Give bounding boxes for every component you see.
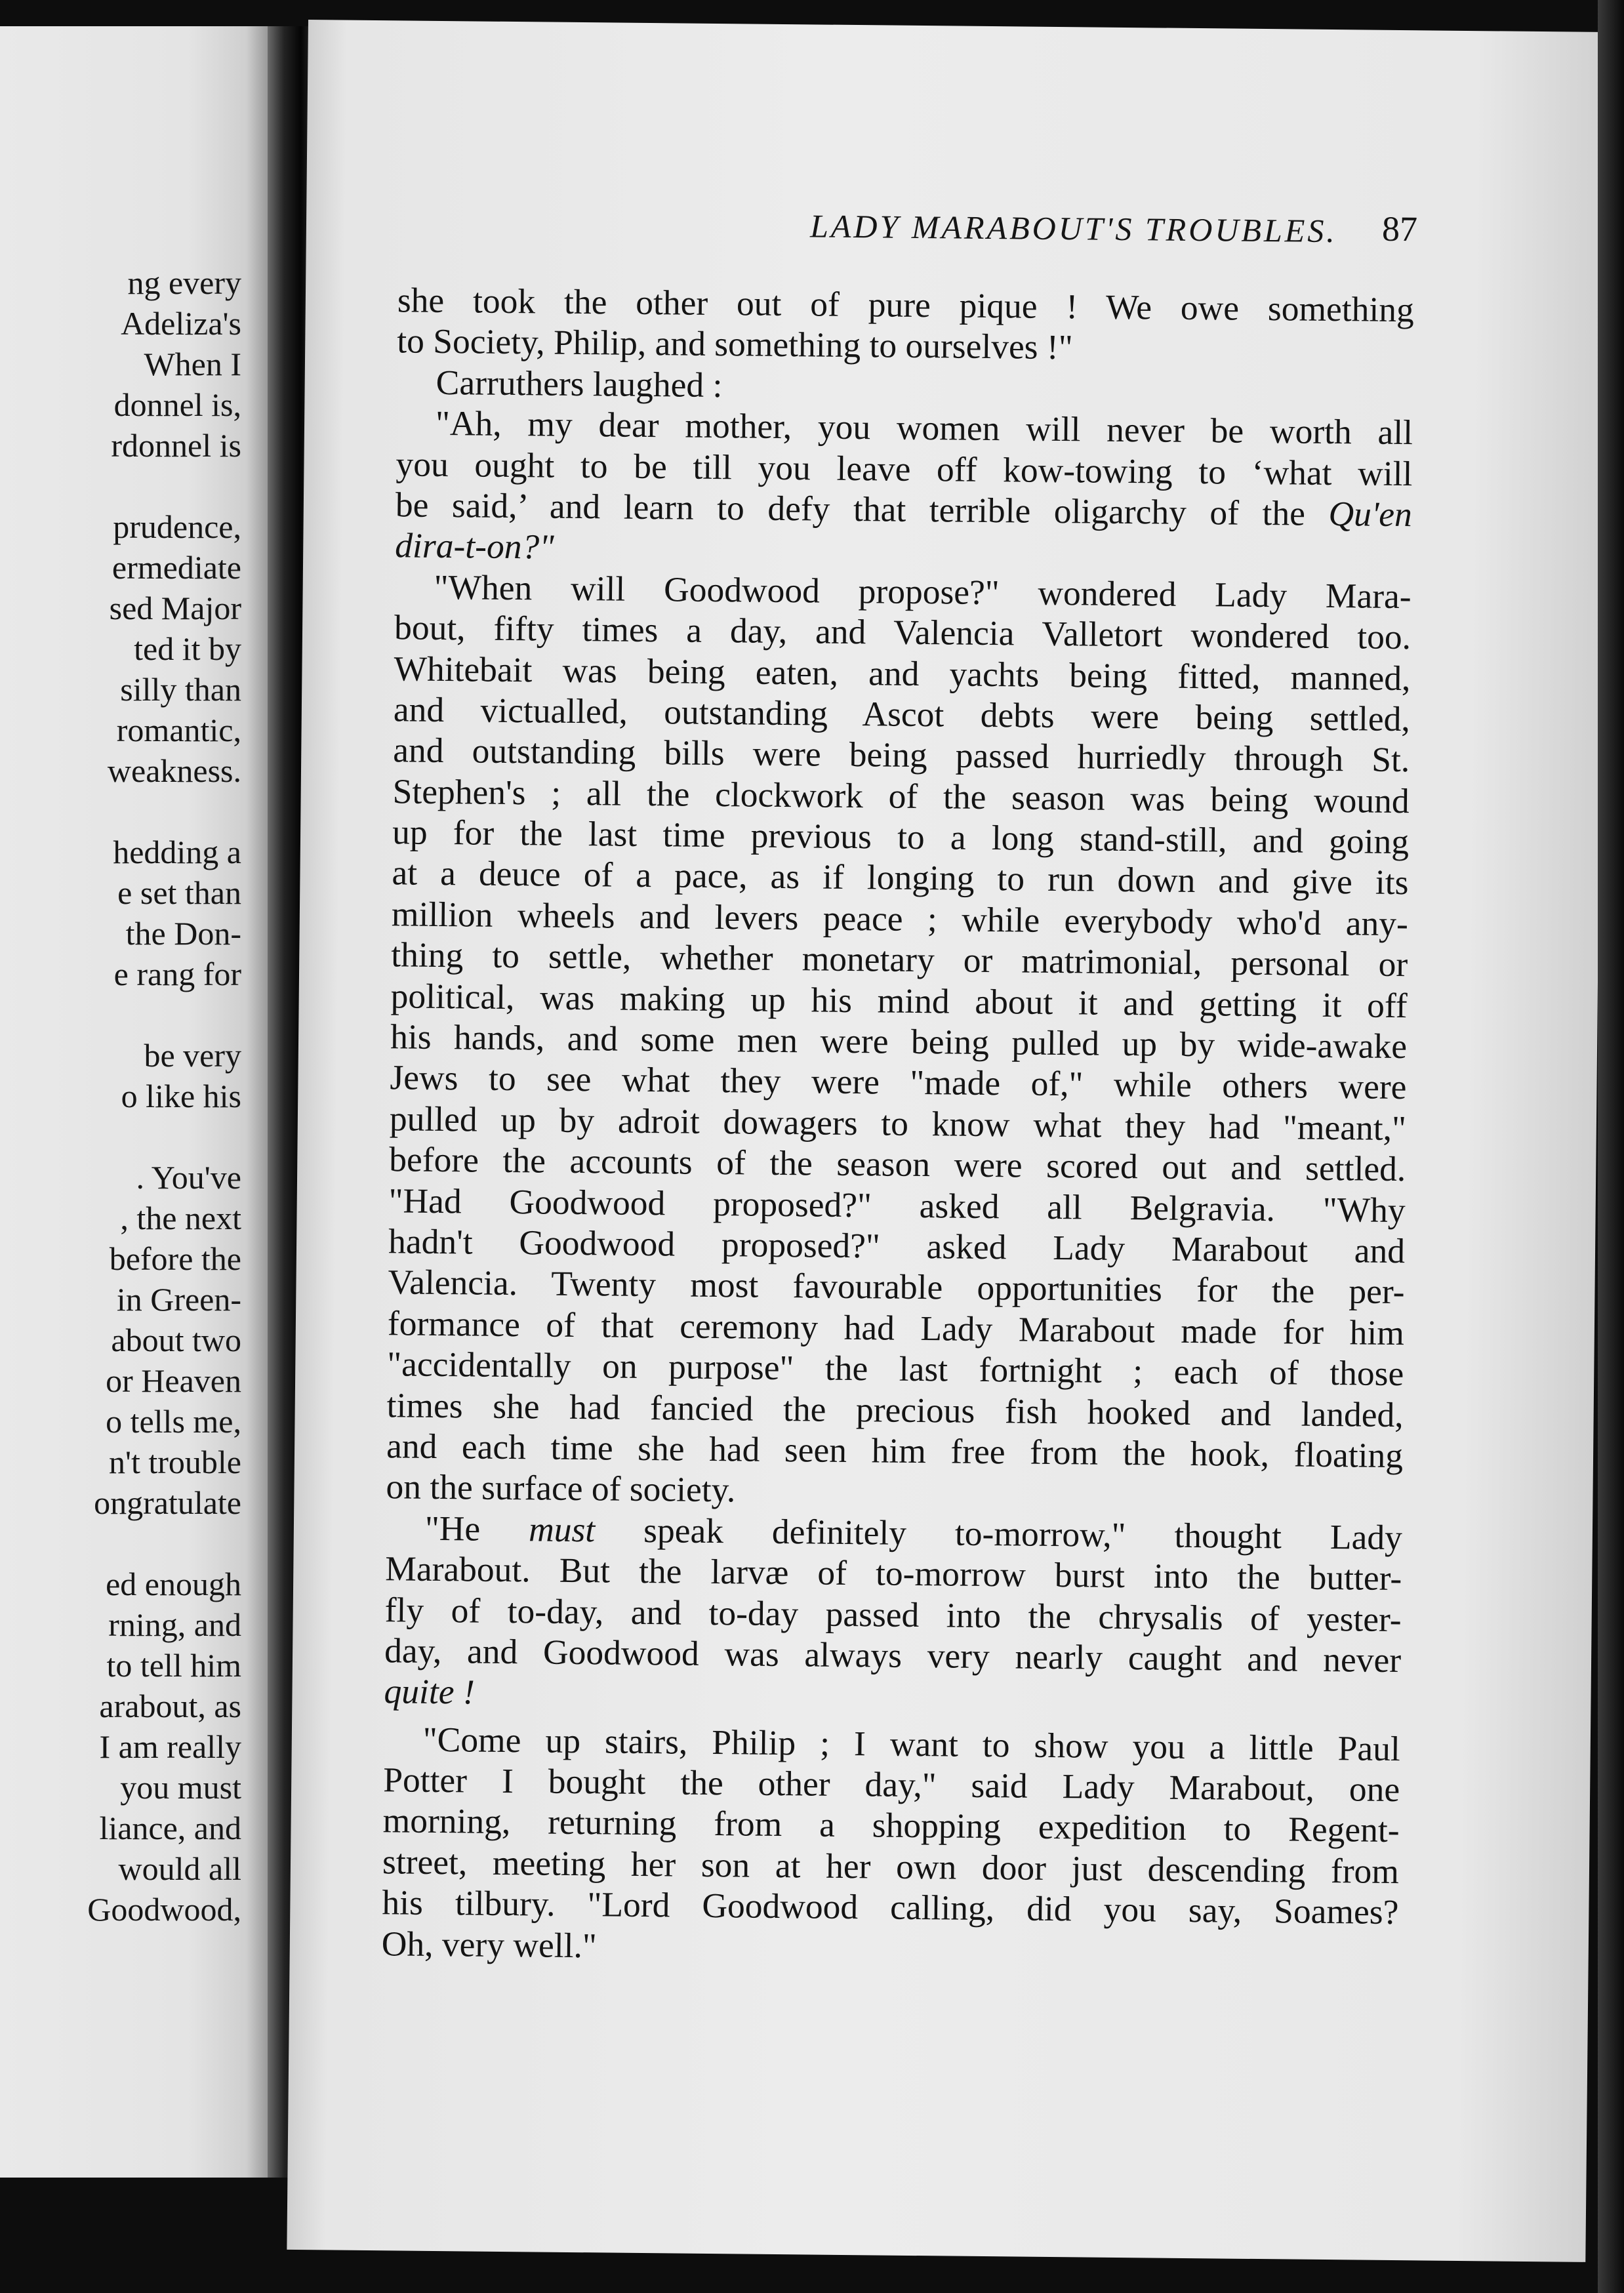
left-line: prudence,: [113, 508, 241, 545]
left-line: or Heaven: [106, 1362, 241, 1399]
left-page: [0, 26, 268, 2178]
left-line: , the next: [120, 1200, 241, 1236]
left-line: be very: [144, 1037, 241, 1074]
text-line: "accidentally on purpose" the last fortnight ; each of those: [387, 1344, 1404, 1394]
italic-word: must: [528, 1509, 596, 1550]
left-line: ed enough: [106, 1566, 241, 1602]
left-line: . You've: [136, 1159, 241, 1196]
text-line: Marabout. But the larvæ of to-morrow burst into the butter-: [385, 1549, 1402, 1598]
left-line: ng every: [127, 264, 241, 301]
text-line: "Come up stairs, Philip ; I want to show you a little Paul: [422, 1719, 1401, 1768]
text-line: and victualled, outstanding Ascot debts were being settled,: [393, 689, 1411, 739]
left-line: would all: [118, 1850, 241, 1887]
text-line: Carruthers laughed :: [436, 362, 723, 405]
italic-phrase: quite !: [384, 1671, 475, 1712]
left-line: to tell him: [106, 1647, 241, 1684]
text-line: before the accounts of the season were scored out and settled.: [389, 1139, 1406, 1189]
left-line: the Don-: [125, 915, 241, 952]
text-segment: be said,’ and learn to defy that terrible oligarchy of the: [395, 485, 1306, 533]
text-line: "Ah, my dear mother, you women will never be worth all: [435, 403, 1413, 453]
left-line: silly than: [120, 671, 241, 708]
text-line: morning, returning from a shopping expedition to Regent-: [382, 1800, 1400, 1850]
text-line: formance of that ceremony had Lady Marabout made for him: [387, 1303, 1405, 1352]
text-line: million wheels and levers peace ; while everybody who'd any-: [391, 894, 1409, 944]
text-line: she took the other out of pure pique ! We owe something: [397, 280, 1415, 330]
text-line: "When will Goodwood propose?" wondered Lady Mara-: [434, 567, 1411, 616]
left-line: o tells me,: [106, 1403, 241, 1440]
text-line: at a deuce of a pace, as if longing to run down and give its: [392, 853, 1409, 903]
text-line: Oh, very well.": [381, 1923, 598, 1965]
text-line: to Society, Philip, and something to ourselves !": [397, 321, 1073, 367]
left-line: sed Major: [109, 590, 241, 626]
left-line: donnel is,: [113, 386, 241, 423]
left-line: When I: [144, 346, 241, 382]
text-line: thing to settle, whether monetary or matrimonial, personal or: [391, 935, 1408, 984]
text-line: Stephen's ; all the clockwork of the season was being wound: [392, 771, 1410, 821]
left-line: [0, 1116, 241, 1157]
text-line: Whitebait was being eaten, and yachts being fitted, manned,: [394, 648, 1411, 698]
left-line: rning, and: [108, 1606, 241, 1643]
text-line: on the surface of society.: [386, 1467, 736, 1510]
running-head: LADY MARABOUT'S TROUBLES.: [809, 207, 1338, 250]
text-segment: "He: [424, 1508, 481, 1549]
text-line: and each time she had seen him free from the hook, floating: [386, 1426, 1404, 1476]
italic-phrase: dira-t-on?": [395, 525, 554, 567]
text-line: Valencia. Twenty most favourable opportunities for the per-: [388, 1262, 1405, 1312]
text-line: fly of to-day, and to-day passed into the chrysalis of yester-: [384, 1589, 1402, 1639]
text-line: Jews to see what they were "made of," while others were: [390, 1057, 1407, 1107]
left-line: hedding a: [113, 834, 241, 870]
left-line: I am really: [99, 1728, 241, 1765]
left-line: romantic,: [116, 712, 241, 748]
italic-word: Qu'en: [1328, 493, 1413, 535]
left-line: Goodwood,: [87, 1891, 241, 1928]
left-line: liance, and: [99, 1810, 241, 1846]
text-line: bout, fifty times a day, and Valencia Valletort wondered too.: [394, 607, 1411, 657]
page-edge-shadow: [1598, 0, 1624, 2293]
left-line: [0, 1523, 241, 1564]
left-line: in Green-: [116, 1281, 241, 1318]
page-body-text: [382, 279, 1415, 1974]
text-line: pulled up by adroit dowagers to know what they had "meant,": [389, 1099, 1407, 1148]
text-segment: speak definitely to-morrow," thought Lady: [643, 1510, 1403, 1557]
text-line: street, meeting her son at her own door just descending from: [382, 1842, 1400, 1891]
left-line: ongratulate: [94, 1484, 241, 1521]
left-line: ted it by: [134, 630, 241, 667]
left-line: [0, 791, 241, 832]
left-line: e set than: [117, 874, 241, 911]
text-line: up for the last time previous to a long stand-still, and going: [392, 812, 1410, 862]
left-line: [0, 466, 241, 506]
text-line: hadn't Goodwood proposed?" asked Lady Marabout and: [388, 1221, 1406, 1271]
text-line: day, and Goodwood was always very nearly caught and never: [384, 1631, 1402, 1680]
left-line: you must: [120, 1769, 241, 1806]
left-line: e rang for: [113, 956, 241, 992]
left-line: about two: [111, 1322, 241, 1358]
left-line: arabout, as: [99, 1688, 241, 1724]
left-line: n't trouble: [108, 1444, 241, 1480]
left-line: [0, 994, 241, 1035]
left-page-text: [0, 262, 241, 1930]
left-line: weakness.: [107, 752, 241, 789]
text-line: his hands, and some men were being pulled up by wide-awake: [390, 1017, 1408, 1066]
text-line: "Had Goodwood proposed?" asked all Belgravia. "Why: [388, 1180, 1406, 1230]
page-number: 87: [1381, 209, 1418, 249]
left-line: before the: [109, 1240, 241, 1277]
text-line: Potter I bought the other day," said Lady Marabout, one: [382, 1760, 1400, 1810]
text-line: his tilbury. "Lord Goodwood calling, did you say, Soames?: [382, 1882, 1399, 1932]
text-line: political, was making up his mind about it and getting it off: [390, 975, 1408, 1025]
left-line: ermediate: [112, 549, 241, 586]
text-line: and outstanding bills were being passed hurriedly through St.: [393, 730, 1410, 780]
text-line: times she had fancied the precious fish hooked and landed,: [386, 1385, 1404, 1434]
text-line: you ought to be till you leave off kow-towing to ‘what will: [396, 443, 1413, 493]
left-line: rdonnel is: [111, 427, 241, 464]
left-line: Adeliza's: [121, 305, 241, 342]
left-line: o like his: [121, 1078, 241, 1114]
right-page: [287, 20, 1607, 2262]
